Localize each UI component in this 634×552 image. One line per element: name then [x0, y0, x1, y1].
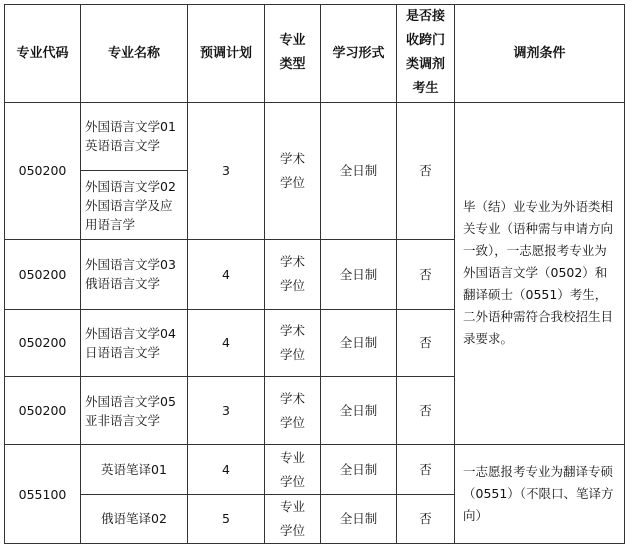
cell-cross: 否 — [397, 494, 455, 543]
cell-plan: 3 — [188, 102, 265, 240]
header-code: 专业代码 — [5, 5, 81, 103]
cell-name: 外国语言文学02外国语言学及应用语言学 — [81, 170, 188, 239]
cell-cross: 否 — [397, 102, 455, 240]
cell-type: 专业学位 — [265, 494, 321, 543]
cell-conditions-translation: 一志愿报考专业为翻译专硕（0551）（不限口、笔译方向） — [455, 445, 625, 544]
cell-mode: 全日制 — [321, 377, 397, 445]
cell-plan: 4 — [188, 445, 265, 494]
cell-cross: 否 — [397, 377, 455, 445]
header-plan: 预调计划 — [188, 5, 265, 103]
table-row — [5, 102, 625, 170]
cell-cross: 否 — [397, 309, 455, 376]
table-row — [5, 445, 625, 494]
cell-name: 外国语言文学01英语语言文学 — [81, 102, 188, 170]
cell-type: 学术学位 — [265, 240, 321, 309]
cell-name: 外国语言文学03俄语语言文学 — [81, 240, 188, 309]
cell-code: 055100 — [5, 445, 81, 544]
cell-code: 050200 — [5, 240, 81, 309]
cell-name: 俄语笔译02 — [81, 494, 188, 543]
cell-plan: 5 — [188, 494, 265, 543]
cell-plan: 4 — [188, 240, 265, 309]
cell-type: 专业学位 — [265, 445, 321, 494]
header-type: 专业类型 — [265, 5, 321, 103]
header-cross: 是否接收跨门类调剂考生 — [397, 5, 455, 103]
cell-mode: 全日制 — [321, 240, 397, 309]
header-mode: 学习形式 — [321, 5, 397, 103]
cell-type: 学术学位 — [265, 102, 321, 240]
cell-name: 外国语言文学05亚非语言文学 — [81, 377, 188, 445]
header-conditions: 调剂条件 — [455, 5, 625, 103]
cell-mode: 全日制 — [321, 309, 397, 376]
cell-name: 外国语言文学04日语语言文学 — [81, 309, 188, 376]
adjustment-table — [4, 4, 625, 544]
cell-plan: 4 — [188, 309, 265, 376]
cell-code: 050200 — [5, 309, 81, 376]
cell-conditions-foreign-lit: 毕（结）业专业为外语类相关专业（语种需与申请方向一致），一志愿报考专业为外国语言文学（0502）和翻译硕士（0551）考生，二外语种需符合我校招生目录要求。 — [455, 102, 625, 445]
cell-mode: 全日制 — [321, 102, 397, 240]
cell-mode: 全日制 — [321, 494, 397, 543]
header-row — [5, 5, 625, 103]
cell-plan: 3 — [188, 377, 265, 445]
cell-mode: 全日制 — [321, 445, 397, 494]
header-name: 专业名称 — [81, 5, 188, 103]
cell-cross: 否 — [397, 240, 455, 309]
cell-type: 学术学位 — [265, 377, 321, 445]
cell-cross: 否 — [397, 445, 455, 494]
cell-name: 英语笔译01 — [81, 445, 188, 494]
cell-code: 050200 — [5, 102, 81, 240]
cell-code: 050200 — [5, 377, 81, 445]
cell-type: 学术学位 — [265, 309, 321, 376]
